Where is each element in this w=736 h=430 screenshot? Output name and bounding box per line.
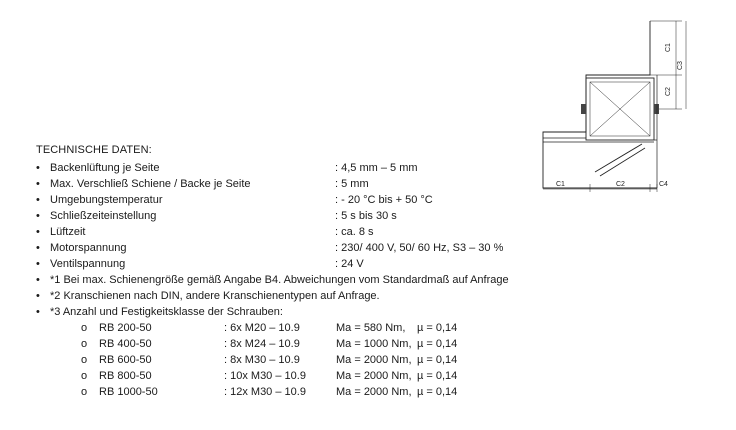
screw-bolts: : 12x M30 – 10.9	[224, 386, 306, 398]
bullet-icon: •	[36, 226, 40, 238]
spec-row	[0, 208, 736, 224]
screw-friction: µ = 0,14	[417, 322, 458, 334]
screw-row	[0, 320, 736, 336]
label-c4-bottom: C4	[659, 181, 668, 188]
spec-row	[0, 160, 736, 176]
sub-bullet-icon: o	[81, 322, 88, 334]
screw-torque: Ma = 2000 Nm,	[336, 386, 412, 398]
spec-label: Backenlüftung je Seite	[50, 162, 160, 174]
label-c3-vertical: C3	[677, 61, 684, 70]
spec-list	[0, 160, 736, 320]
screw-row	[0, 368, 736, 384]
spec-value: : 24 V	[335, 258, 364, 270]
screw-friction: µ = 0,14	[417, 354, 458, 366]
screw-torque: Ma = 580 Nm,	[336, 322, 406, 334]
screw-bolts: : 10x M30 – 10.9	[224, 370, 306, 382]
screw-bolts: : 8x M24 – 10.9	[224, 338, 300, 350]
sub-bullet-icon: o	[81, 338, 88, 350]
screw-row	[0, 384, 736, 400]
note-row	[0, 272, 736, 288]
bullet-icon: •	[36, 274, 40, 286]
note-text: *2 Kranschienen nach DIN, andere Kranschienentypen auf Anfrage.	[50, 290, 380, 302]
screw-bolts: : 8x M30 – 10.9	[224, 354, 300, 366]
bullet-icon: •	[36, 242, 40, 254]
screw-friction: µ = 0,14	[417, 386, 458, 398]
sub-bullet-icon: o	[81, 370, 88, 382]
screw-row	[0, 352, 736, 368]
spec-value: : 4,5 mm – 5 mm	[335, 162, 418, 174]
note-row	[0, 304, 736, 320]
screw-list	[0, 320, 736, 400]
bullet-icon: •	[36, 194, 40, 206]
spec-value: : 230/ 400 V, 50/ 60 Hz, S3 – 30 %	[335, 242, 504, 254]
spec-value: : 5 mm	[335, 178, 369, 190]
spec-label: Motorspannung	[50, 242, 127, 254]
spec-label: Lüftzeit	[50, 226, 86, 238]
screw-model: RB 400-50	[99, 338, 152, 350]
spec-value: : ca. 8 s	[335, 226, 374, 238]
screw-bolts: : 6x M20 – 10.9	[224, 322, 300, 334]
screw-model: RB 200-50	[99, 322, 152, 334]
note-text: *1 Bei max. Schienengröße gemäß Angabe B4. Abweichungen vom Standardmaß auf Anfrage	[50, 274, 509, 286]
spec-row	[0, 176, 736, 192]
note-row	[0, 288, 736, 304]
spec-row	[0, 256, 736, 272]
bullet-icon: •	[36, 258, 40, 270]
spec-label: Ventilspannung	[50, 258, 126, 270]
screw-friction: µ = 0,14	[417, 370, 458, 382]
screw-model: RB 600-50	[99, 354, 152, 366]
screw-model: RB 1000-50	[99, 386, 158, 398]
bullet-icon: •	[36, 290, 40, 302]
bullet-icon: •	[36, 306, 40, 318]
screw-torque: Ma = 2000 Nm,	[336, 370, 412, 382]
spec-value: : - 20 °C bis + 50 °C	[335, 194, 433, 206]
label-c2-vertical: C2	[665, 87, 672, 96]
spec-label: Schließzeiteinstellung	[50, 210, 157, 222]
screw-torque: Ma = 2000 Nm,	[336, 354, 412, 366]
bullet-icon: •	[36, 178, 40, 190]
label-c2-bottom: C2	[616, 181, 625, 188]
spec-row	[0, 192, 736, 208]
label-c1-vertical: C1	[665, 43, 672, 52]
sub-bullet-icon: o	[81, 386, 88, 398]
screw-torque: Ma = 1000 Nm,	[336, 338, 412, 350]
note-text: *3 Anzahl und Festigkeitsklasse der Schrauben:	[50, 306, 283, 318]
bullet-icon: •	[36, 210, 40, 222]
spec-label: Umgebungstemperatur	[50, 194, 163, 206]
section-heading: TECHNISCHE DATEN:	[36, 144, 152, 156]
spec-row	[0, 224, 736, 240]
bullet-icon: •	[36, 162, 40, 174]
spec-value: : 5 s bis 30 s	[335, 210, 397, 222]
spec-label: Max. Verschließ Schiene / Backe je Seite	[50, 178, 251, 190]
screw-friction: µ = 0,14	[417, 338, 458, 350]
spec-row	[0, 240, 736, 256]
label-c1-bottom: C1	[556, 181, 565, 188]
screw-row	[0, 336, 736, 352]
screw-model: RB 800-50	[99, 370, 152, 382]
sub-bullet-icon: o	[81, 354, 88, 366]
